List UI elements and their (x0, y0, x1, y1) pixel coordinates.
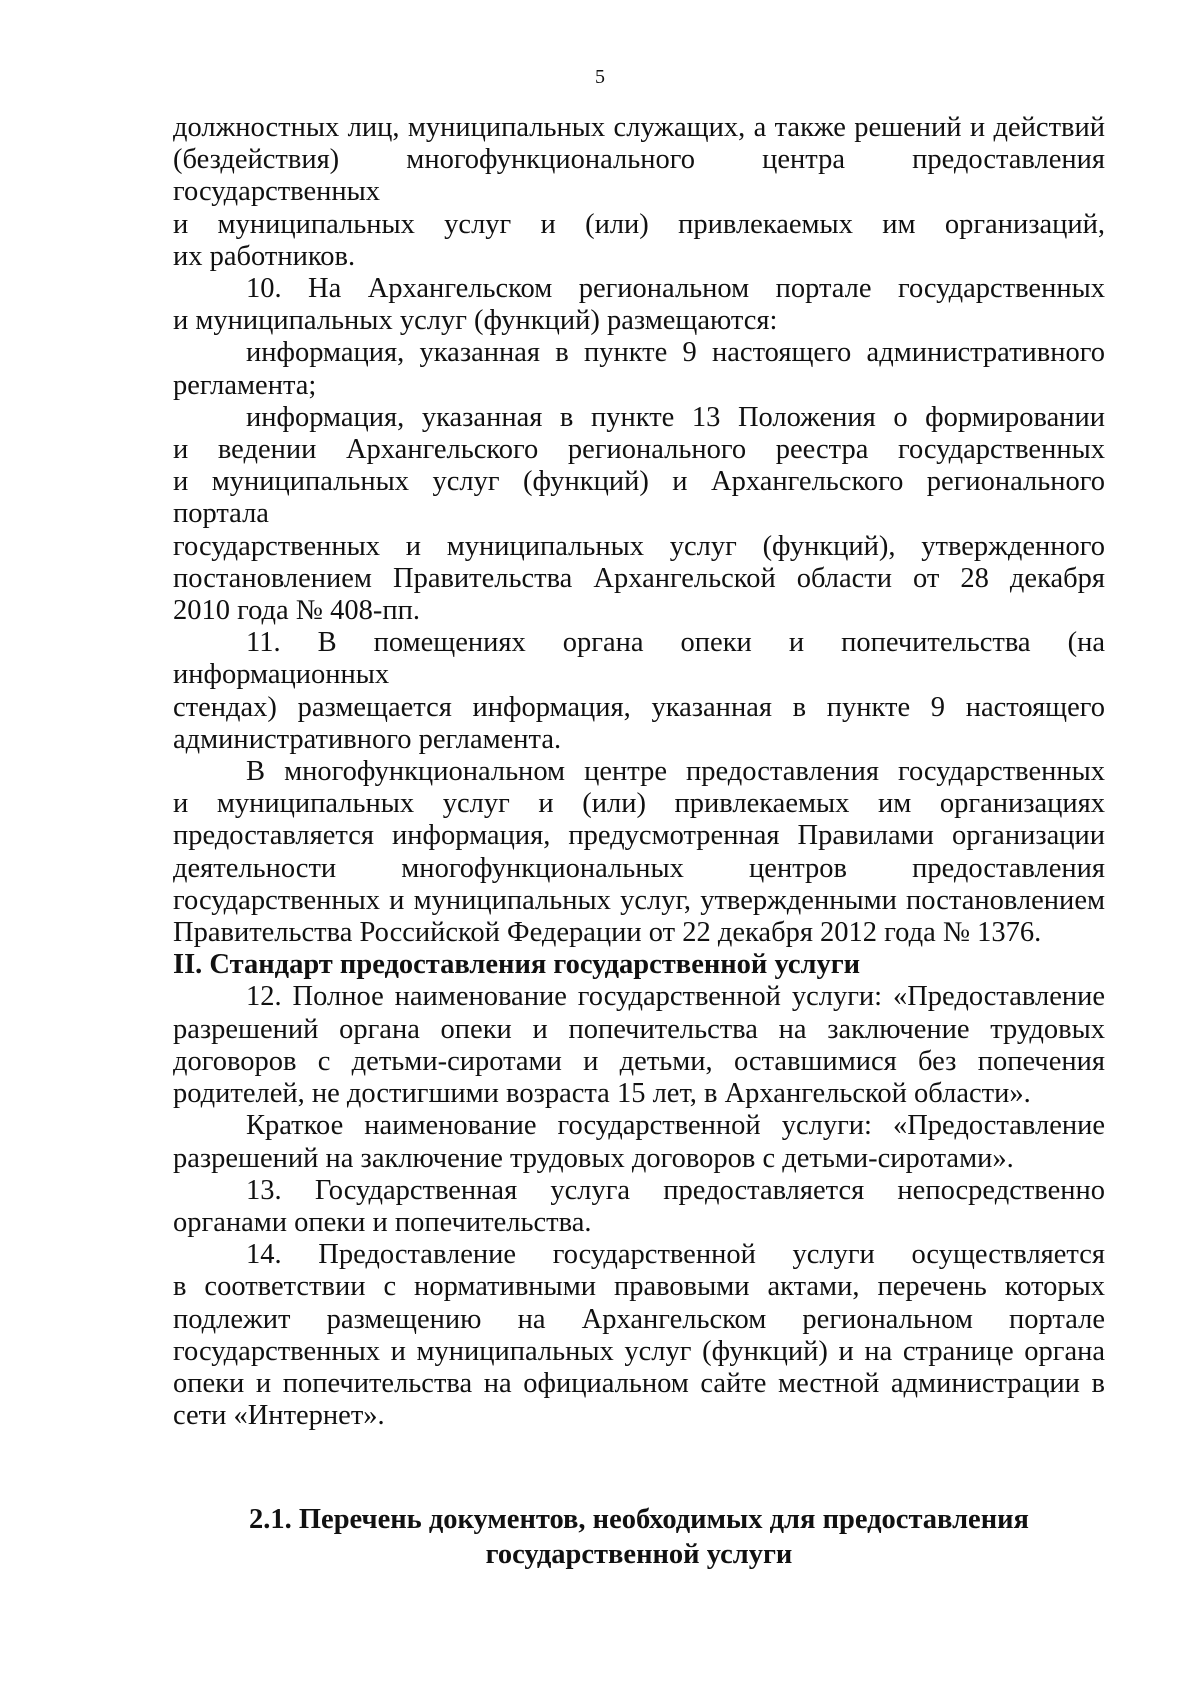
text-line: (бездействия) многофункционального центра предоставления (173, 144, 1105, 176)
paragraph-item-12 (173, 981, 1105, 1110)
text-line: государственных и муниципальных услуг (функций) и на странице органа (173, 1335, 1105, 1367)
text-line: административного регламента. (173, 723, 562, 755)
text-line: органами опеки и попечительства. (173, 1206, 592, 1238)
text-line: родителей, не достигшими возраста 15 лет, в Архангельской области». (173, 1078, 1031, 1110)
paragraph-info-item-9 (173, 337, 1105, 401)
text-line: подлежит размещению на Архангельском региональном портале (173, 1303, 1105, 1335)
text-line: В многофункциональном центре предоставления государственных (246, 756, 1105, 788)
paragraph-mfc-info (173, 756, 1105, 949)
text-line: и муниципальных услуг (функций) размещаются: (173, 305, 778, 337)
text-line: постановлением Правительства Архангельской области от 28 декабря (173, 562, 1105, 594)
text-line: государственных и муниципальных услуг, утвержденными постановлением (173, 884, 1105, 916)
text-line: государственных и муниципальных услуг (функций), утвержденного (173, 530, 1105, 562)
section-heading-ii: II. Стандарт предоставления государственной услуги (173, 949, 861, 981)
text-line: Краткое наименование государственной услуги: «Предоставление (246, 1110, 1105, 1142)
text-line: и ведении Архангельского регионального реестра государственных (173, 434, 1105, 466)
text-line: в соответствии с нормативными правовыми актами, перечень которых (173, 1271, 1105, 1303)
text-line: информация, указанная в пункте 9 настоящего административного (246, 337, 1105, 369)
text-line: разрешений на заключение трудовых договоров с детьми-сиротами». (173, 1142, 1014, 1174)
text-line: предоставляется информация, предусмотренная Правилами организации (173, 820, 1105, 852)
text-line: и муниципальных услуг (функций) и Архангельского регионального портала (173, 466, 1105, 530)
text-line: 2010 года № 408-пп. (173, 595, 420, 627)
text-line: стендах) размещается информация, указанная в пункте 9 настоящего (173, 691, 1105, 723)
paragraph-short-name (173, 1110, 1105, 1174)
heading-line: государственной услуги (485, 1539, 793, 1571)
text-line: 14. Предоставление государственной услуги осуществляется (246, 1239, 1105, 1271)
text-line: и муниципальных услуг и (или) привлекаемых им организациях (173, 788, 1105, 820)
text-line: сети «Интернет». (173, 1400, 385, 1432)
section-heading-2-1 (173, 1502, 1105, 1572)
paragraph-info-item-13 (173, 402, 1105, 627)
text-line: 11. В помещениях органа опеки и попечительства (на информационных (173, 627, 1105, 691)
text-line: 12. Полное наименование государственной услуги: «Предоставление (246, 981, 1105, 1013)
text-line: информация, указанная в пункте 13 Положения о формировании (246, 401, 1105, 433)
document-body (173, 112, 1105, 1572)
paragraph-item-14 (173, 1239, 1105, 1432)
text-line: 13. Государственная услуга предоставляется непосредственно (246, 1174, 1105, 1206)
text-line: разрешений органа опеки и попечительства на заключение трудовых (173, 1013, 1105, 1045)
paragraph-item-10 (173, 273, 1105, 337)
text-line: регламента; (173, 369, 317, 401)
text-line: опеки и попечительства на официальном сайте местной администрации в (173, 1367, 1105, 1399)
text-line: Правительства Российской Федерации от 22 декабря 2012 года № 1376. (173, 917, 1042, 949)
heading-line: 2.1. Перечень документов, необходимых для предоставления (249, 1504, 1029, 1536)
text-line: их работников. (173, 240, 356, 272)
paragraph-item-11 (173, 627, 1105, 756)
page-number: 5 (595, 66, 605, 88)
text-line: договоров с детьми-сиротами и детьми, оставшимися без попечения (173, 1045, 1105, 1077)
paragraph-continuation (173, 112, 1105, 273)
text-line: и муниципальных услуг и (или) привлекаемых им организаций, (173, 208, 1105, 240)
text-line: должностных лиц, муниципальных служащих, а также решений и действий (173, 112, 1105, 143)
text-line: государственных (173, 176, 381, 208)
paragraph-item-13 (173, 1175, 1105, 1239)
text-line: деятельности многофункциональных центров предоставления (173, 852, 1105, 884)
text-line: 10. На Архангельском региональном портале государственных (246, 273, 1105, 305)
